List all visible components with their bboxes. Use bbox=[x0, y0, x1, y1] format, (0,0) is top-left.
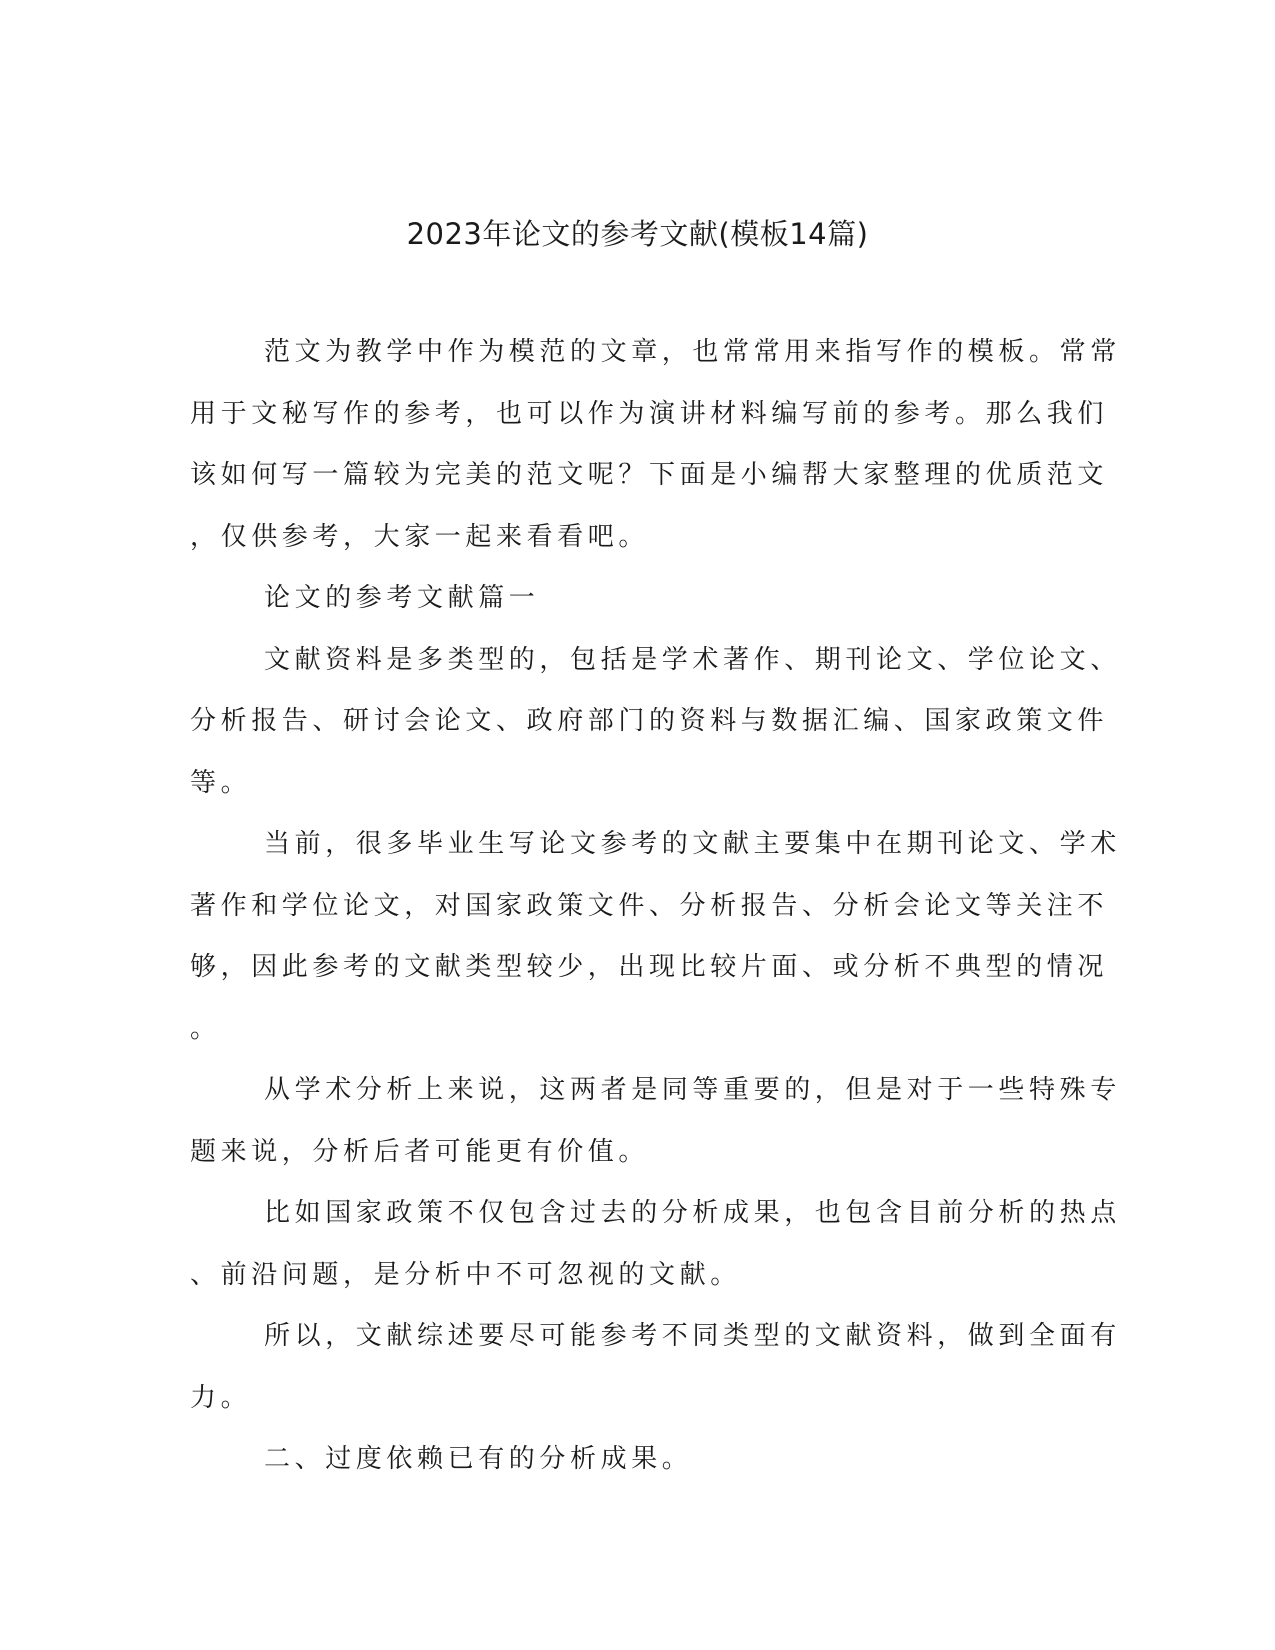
text-line: 著作和学位论文，对国家政策文件、分析报告、分析会论文等关注不 bbox=[190, 890, 1109, 921]
paragraph-academic-view bbox=[190, 1060, 1121, 1183]
text-line: 比如国家政策不仅包含过去的分析成果，也包含目前分析的热点 bbox=[264, 1198, 1121, 1228]
document-body bbox=[190, 322, 1121, 1491]
section-heading-two bbox=[190, 1429, 1080, 1491]
document-title: 2023年论文的参考文献(模板14篇) bbox=[406, 217, 869, 251]
paragraph-current-situation bbox=[190, 814, 1121, 1060]
text-line: 、前沿问题，是分析中不可忽视的文献。 bbox=[190, 1259, 741, 1290]
text-line: 二、过度依赖已有的分析成果。 bbox=[264, 1444, 693, 1474]
text-line: 题来说，分析后者可能更有价值。 bbox=[190, 1136, 650, 1167]
text-line: 等。 bbox=[190, 767, 252, 798]
text-line: 分析报告、研讨会论文、政府部门的资料与数据汇编、国家政策文件 bbox=[190, 706, 1109, 736]
text-line: ，仅供参考，大家一起来看看吧。 bbox=[190, 521, 650, 552]
text-line: 当前，很多毕业生写论文参考的文献主要集中在期刊论文、学术 bbox=[264, 829, 1121, 859]
paragraph-intro bbox=[190, 322, 1121, 568]
text-line: 该如何写一篇较为完美的范文呢？下面是小编帮大家整理的优质范文 bbox=[190, 460, 1109, 490]
paragraph-literature-types bbox=[190, 630, 1121, 815]
text-line: 所以，文献综述要尽可能参考不同类型的文献资料，做到全面有 bbox=[264, 1321, 1121, 1351]
text-line: 用于文秘写作的参考，也可以作为演讲材料编写前的参考。那么我们 bbox=[190, 398, 1109, 429]
paragraph-conclusion bbox=[190, 1306, 1121, 1429]
text-line: 力。 bbox=[190, 1382, 252, 1413]
text-line: 范文为教学中作为模范的文章，也常常用来指写作的模板。常常 bbox=[264, 337, 1121, 367]
text-line: 够，因此参考的文献类型较少，出现比较片面、或分析不典型的情况 bbox=[190, 952, 1109, 982]
section-heading bbox=[190, 568, 1080, 630]
text-line: 论文的参考文献篇一 bbox=[264, 583, 540, 613]
text-line: 文献资料是多类型的，包括是学术著作、期刊论文、学位论文、 bbox=[264, 644, 1121, 675]
text-line: 。 bbox=[190, 1013, 221, 1044]
text-line: 从学术分析上来说，这两者是同等重要的，但是对于一些特殊专 bbox=[264, 1075, 1121, 1105]
paragraph-policy-example bbox=[190, 1183, 1121, 1306]
